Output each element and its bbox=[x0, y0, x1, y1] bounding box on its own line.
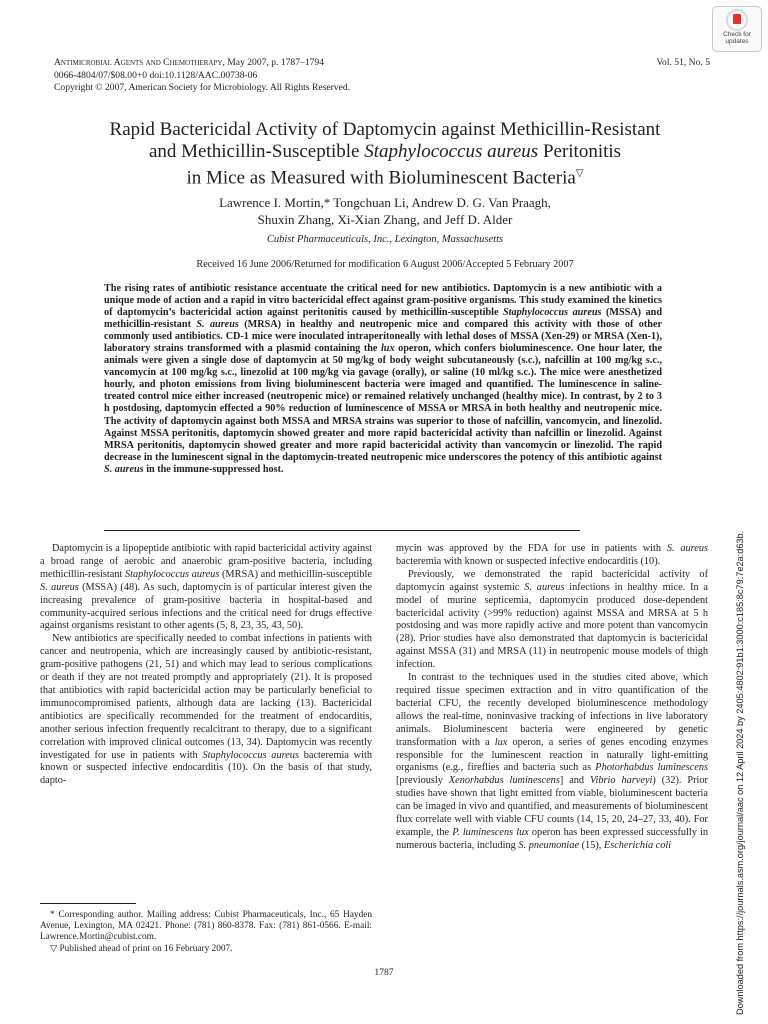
body-column-left bbox=[40, 543, 372, 788]
abstract-divider bbox=[104, 530, 580, 531]
footnotes bbox=[40, 910, 372, 955]
paragraph: In contrast to the techniques used in the studies cited above, which required tissue specimen extraction and in vitro quantification of the bacterial CFU, the recently developed bioluminescence methodology allows the real-time, noninvasive tracking of infections in live laboratory animals. Bioluminescent bacteria were engineered by genetic transformation with a lux operon, a series of genes encoding enzymes responsible for the luminescent reaction in naturally light-emitting organisms (e.g., fireflies and bacteria such as Photorhabdus luminescens [previously Xenorhabdus luminescens] and Vibrio harveyi) (32). Prior studies have shown that light emitted from viable, bioluminescent bacteria can be imaged in vivo and quantified, and measurements of bioluminescent flux correlate well with viable CFU counts (14, 15, 20, 24–27, 33, 40). For example, the P. luminescens lux operon has been expressed successfully in numerous bacteria, including S. pneumoniae (15), Escherichia coli bbox=[396, 672, 708, 851]
title-footnote-mark: ▽ bbox=[575, 168, 584, 179]
paragraph: Previously, we demonstrated the rapid bactericidal activity of daptomycin against systemic S. aureus infections in healthy mice. In a model of murine septicemia, daptomycin produced dose-dependent bactericidal activity (>99% reduction) against MSSA and MRSA at 5 h postdosing and was more rapidly active and more potent than vancomycin (28). Prior studies have also demonstrated that daptomycin is bactericidal against MSSA (31) and MRSA (11) in neutropenic mouse models of thigh infection. bbox=[396, 568, 708, 671]
paragraph: Daptomycin is a lipopeptide antibiotic with rapid bactericidal activity against a broad range of aerobic and anaerobic gram-positive bacteria, including methicillin-resistant Staphylococcus aureus (MRSA) and methicillin-susceptible S. aureus (MSSA) (48). As such, daptomycin is of particular interest given the increasing prevalence of gram-positive bacteria in hospital-based and community-acquired serious infections and the critical need for drugs effective against organisms resistant to other agents (5, 8, 23, 35, 43, 50). bbox=[40, 543, 373, 632]
authors-line-1: Lawrence I. Mortin,* Tongchuan Li, Andrew D. G. Van Praagh, bbox=[219, 195, 551, 210]
footnote-divider bbox=[40, 903, 136, 904]
paragraph: mycin was approved by the FDA for use in patients with S. aureus bacteremia with known or suspected infective endocarditis (10). bbox=[396, 543, 708, 567]
author-list bbox=[40, 194, 730, 228]
authors-line-2: Shuxin Zhang, Xi-Xian Zhang, and Jeff D. Alder bbox=[257, 212, 513, 227]
badge-line-2: updates bbox=[725, 38, 749, 45]
doi-line: 0066-4804/07/$08.00+0 doi:10.1128/AAC.00738-06 bbox=[54, 69, 258, 81]
volume-issue: Vol. 51, No. 5 bbox=[656, 57, 710, 68]
check-for-updates-button[interactable] bbox=[712, 6, 762, 52]
affiliation: Cubist Pharmaceuticals, Inc., Lexington, Massachusetts bbox=[266, 234, 504, 245]
copyright-line: Copyright © 2007, American Society for Microbiology. All Rights Reserved. bbox=[54, 82, 351, 93]
body-column-right bbox=[396, 543, 708, 853]
article-title bbox=[40, 119, 730, 189]
badge-line-1: Check for bbox=[723, 31, 751, 38]
received-dates: Received 16 June 2006/Returned for modification 6 August 2006/Accepted 5 February 2007 bbox=[196, 259, 574, 270]
footnote-published-ahead: ▽ Published ahead of print on 16 February 2007. bbox=[50, 943, 233, 954]
journal-header bbox=[54, 57, 474, 95]
title-line-3: in Mice as Measured with Bioluminescent Bacteria▽ bbox=[186, 167, 584, 189]
download-watermark: Downloaded from https://journals.asm.org/journal/aac on 12 April 2024 by 2405:4802:91b1:3000:c185:8c79:7e2a:d63b. bbox=[735, 530, 745, 1015]
title-line-2: and Methicillin-Susceptible Staphylococcus aureus Peritonitis bbox=[148, 141, 622, 162]
journal-name: Antimicrobial Agents and Chemotherapy bbox=[54, 57, 223, 68]
title-line-1: Rapid Bactericidal Activity of Daptomycin against Methicillin-Resistant bbox=[109, 119, 661, 140]
footnote-corresponding-author: * Corresponding author. Mailing address: Cubist Pharmaceuticals, Inc., 65 Hayden Avenue, Lexington, MA 02421. Phone: (781) 860-8378. Fax: (781) 861-0566. E-mail: Lawrence.Mortin@cubist.com. bbox=[40, 910, 372, 943]
page-number: 1787 bbox=[374, 967, 394, 978]
bookmark-icon bbox=[726, 9, 748, 31]
abstract: The rising rates of antibiotic resistance accentuate the critical need for new antibiotics. Daptomycin is a new antibiotic with a unique mode of action and a rapid in vitro bactericidal effect against gram-positive organisms. This study examined the kinetics of daptomycin’s bactericidal action against peritonitis caused by methicillin-susceptible Staphylococcus aureus (MSSA) and methicillin-resistant S. aureus (MRSA) in healthy and neutropenic mice and compared this activity with those of other commonly used antibiotics. CD-1 mice were inoculated intraperitoneally with lethal doses of MSSA (Xen-29) or MRSA (Xen-1), laboratory strains transformed with a plasmid containing the lux operon, which confers bioluminescence. One hour later, the animals were given a single dose of daptomycin at 50 mg/kg of body weight subcutaneously (s.c.), nafcillin at 100 mg/kg s.c., vancomycin at 100 mg/kg s.c., linezolid at 100 mg/kg via gavage (orally), or saline (10 ml/kg s.c.). The mice were anesthetized hourly, and photon emissions from living bioluminescent bacteria were imaged and quantified. The luminescence in saline-treated control mice either increased (neutropenic mice) or remained relatively unchanged (healthy mice). In contrast, by 2 to 3 h postdosing, daptomycin effected a 90% reduction of luminescence of MSSA or MRSA in both healthy and neutropenic mice. The activity of daptomycin against both MSSA and MRSA strains was superior to those of nafcillin, vancomycin, and linezolid. Against MSSA peritonitis, daptomycin showed greater and more rapid bactericidal activity than nafcillin or linezolid. Against MRSA peritonitis, daptomycin showed greater and more rapid bactericidal activity than vancomycin or linezolid. The rapid decrease in the luminescent signal in the daptomycin-treated neutropenic mice underscores the potency of this antibiotic against S. aureus in the immune-suppressed host. bbox=[104, 283, 662, 475]
journal-citation: , May 2007, p. 1787–1794 bbox=[222, 57, 325, 68]
paragraph: New antibiotics are specifically needed to combat infections in patients with cancer and neutropenia, which are increasingly caused by antibiotic-resistant, gram-positive pathogens (21, 51) and which may lead to serious complications or death if they are not treated promptly and appropriately (21). It is proposed that antibiotics with rapid bactericidal action may be particularly beneficial to immunocompromised patients, although data are lacking (13). Bactericidal antibiotics are specifically recommended for the treatment of endocarditis, another serious infection frequently recalcitrant to therapy, due to a significant correlation with improved clinical outcomes (13, 34). Daptomycin was recently investigated for use in patients with Staphylococcus aureus bacteremia with known or suspected infective endocarditis (10). On the basis of that study, dapto- bbox=[40, 633, 372, 787]
